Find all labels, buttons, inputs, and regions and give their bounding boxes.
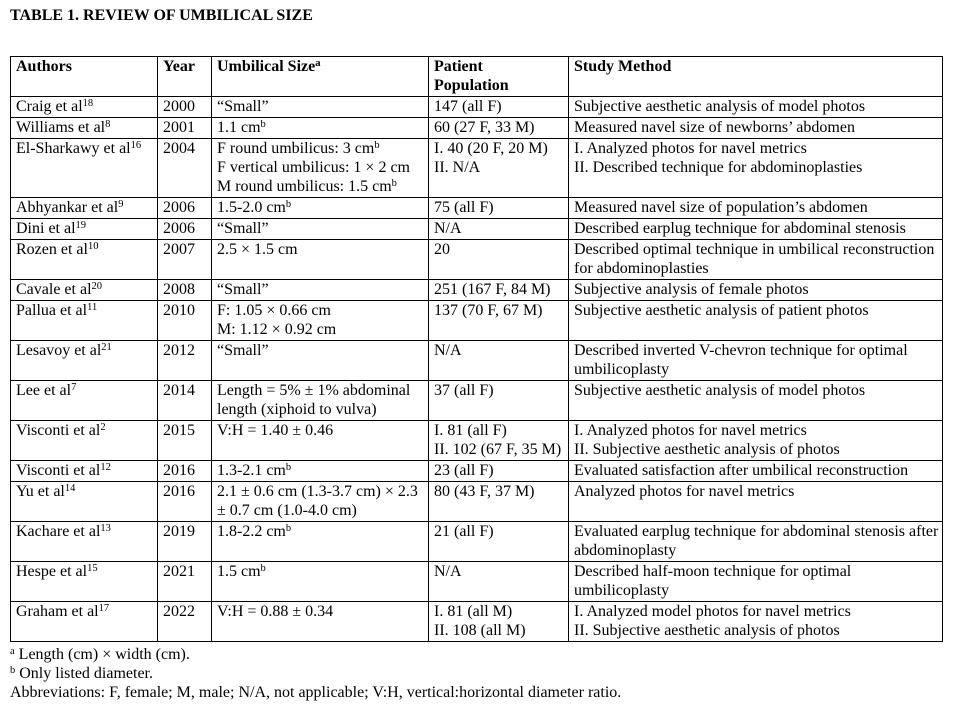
cell-population: I. 40 (20 F, 20 M) II. N/A — [429, 139, 569, 198]
cell-method: Measured navel size of newborns’ abdomen — [569, 118, 943, 139]
table-row — [11, 280, 943, 301]
cell-method: Subjective analysis of female photos — [569, 280, 943, 301]
superscript: b — [285, 199, 292, 210]
cell-size: 1.3-2.1 $cm^b$ — [212, 461, 429, 482]
superscript: 20 — [91, 281, 103, 292]
cell-year: 2016 — [158, 461, 212, 482]
superscript: b — [391, 178, 397, 189]
cell-year: 2014 — [158, 381, 212, 421]
superscript: 10 — [87, 241, 99, 252]
table-body — [11, 97, 943, 642]
table-row — [11, 461, 943, 482]
cell-method: Subjective aesthetic analysis of model photos — [569, 97, 943, 118]
superscript: b — [285, 462, 292, 473]
column-header-population: Patient Population — [429, 57, 569, 97]
cell-size: 1.8-2.2 $cm^b$ — [212, 522, 429, 562]
cell-method: Described optimal technique in umbilical reconstruction for abdominoplasties — [569, 240, 943, 280]
cell-authors: Hespe et $al^{15}$ — [11, 562, 158, 602]
footnote: $^a$ Length (cm) × width (cm). — [10, 646, 190, 663]
cell-size: V:H = 1.40 ± 0.46 — [212, 421, 429, 461]
cell-year: 2004 — [158, 139, 212, 198]
cell-method: I. Analyzed photos for navel metrics II. Subjective aesthetic analysis of photos — [569, 421, 943, 461]
superscript: 17 — [98, 603, 110, 614]
cell-population: 60 (27 F, 33 M) — [429, 118, 569, 139]
cell-authors: Craig et $al^{18}$ — [11, 97, 158, 118]
cell-authors: Cavale et $al^{20}$ — [11, 280, 158, 301]
cell-method: Evaluated satisfaction after umbilical reconstruction — [569, 461, 943, 482]
table-header-row — [11, 57, 943, 97]
table-row — [11, 240, 943, 280]
superscript: 11 — [87, 302, 98, 313]
table-row — [11, 118, 943, 139]
cell-population: 21 (all F) — [429, 522, 569, 562]
cell-authors: Abhyankar et $al^9$ — [11, 198, 158, 219]
cell-method: Analyzed photos for navel metrics — [569, 482, 943, 522]
column-header-method: Study Method — [569, 57, 943, 97]
table-row — [11, 139, 943, 198]
column-header-size: Umbilical Size$^a$ — [212, 57, 429, 97]
table-row — [11, 381, 943, 421]
cell-population: 137 (70 F, 67 M) — [429, 301, 569, 341]
table-row — [11, 301, 943, 341]
cell-method: Evaluated earplug technique for abdominal stenosis after abdominoplasty — [569, 522, 943, 562]
cell-method: Described inverted V-chevron technique for optimal umbilicoplasty — [569, 341, 943, 381]
superscript: 18 — [82, 98, 94, 109]
cell-population: N/A — [429, 562, 569, 602]
cell-year: 2021 — [158, 562, 212, 602]
superscript: 2 — [100, 422, 106, 433]
cell-authors: Pallua et $al^{11}$ — [11, 301, 158, 341]
cell-size: F round umbilicus: 3 $cm^b$ F vertical umbilicus: 1 × 2 cm M round umbilicus: 1.5 $cm^b$ — [212, 139, 429, 198]
cell-authors: Kachare et $al^{13}$ — [11, 522, 158, 562]
cell-authors: Lee et $al^7$ — [11, 381, 158, 421]
cell-authors: Graham et $al^{17}$ — [11, 602, 158, 642]
cell-year: 2006 — [158, 219, 212, 240]
footnotes — [10, 645, 943, 703]
cell-method: Described half-moon technique for optimal umbilicoplasty — [569, 562, 943, 602]
cell-year: 2016 — [158, 482, 212, 522]
cell-year: 2022 — [158, 602, 212, 642]
column-header-authors: Authors — [11, 57, 158, 97]
cell-year: 2000 — [158, 97, 212, 118]
superscript: 8 — [105, 119, 111, 130]
cell-size: “Small” — [212, 97, 429, 118]
table-header — [11, 57, 943, 97]
cell-size: 1.5-2.0 $cm^b$ — [212, 198, 429, 219]
table-row — [11, 482, 943, 522]
cell-year: 2010 — [158, 301, 212, 341]
column-header-year: Year — [158, 57, 212, 97]
cell-size: 1.1 $cm^b$ — [212, 118, 429, 139]
cell-size: V:H = 0.88 ± 0.34 — [212, 602, 429, 642]
table-row — [11, 219, 943, 240]
cell-authors: Yu et $al^{14}$ — [11, 482, 158, 522]
cell-population: 251 (167 F, 84 M) — [429, 280, 569, 301]
superscript: 21 — [101, 342, 112, 353]
cell-population: 37 (all F) — [429, 381, 569, 421]
cell-population: I. 81 (all M) II. 108 (all M) — [429, 602, 569, 642]
cell-authors: Rozen et $al^{10}$ — [11, 240, 158, 280]
cell-size: 1.5 $cm^b$ — [212, 562, 429, 602]
cell-population: 147 (all F) — [429, 97, 569, 118]
cell-size: Length = 5% ± 1% abdominal length (xiphoid to vulva) — [212, 381, 429, 421]
superscript: b — [260, 119, 266, 130]
superscript: 19 — [75, 220, 87, 231]
superscript: 7 — [71, 382, 77, 393]
cell-authors: Dini et $al^{19}$ — [11, 219, 158, 240]
table-row — [11, 97, 943, 118]
table-row — [11, 522, 943, 562]
superscript: 9 — [118, 199, 124, 210]
cell-authors: Lesavoy et $al^{21}$ — [11, 341, 158, 381]
cell-size: 2.1 ± 0.6 cm (1.3-3.7 cm) × 2.3 ± 0.7 cm (1.0-4.0 cm) — [212, 482, 429, 522]
cell-year: 2007 — [158, 240, 212, 280]
table-row — [11, 602, 943, 642]
superscript: 14 — [64, 483, 76, 494]
footnote: $^b$ Only listed diameter. — [10, 665, 153, 683]
cell-method: Described earplug technique for abdominal stenosis — [569, 219, 943, 240]
cell-population: I. 81 (all F) II. 102 (67 F, 35 M) — [429, 421, 569, 461]
table-row — [11, 341, 943, 381]
cell-population: N/A — [429, 219, 569, 240]
cell-size: “Small” — [212, 219, 429, 240]
cell-method: I. Analyzed model photos for navel metrics II. Subjective aesthetic analysis of photos — [569, 602, 943, 642]
superscript: b — [285, 523, 292, 534]
cell-authors: Visconti et $al^{12}$ — [11, 461, 158, 482]
table-row — [11, 198, 943, 219]
superscript: b — [374, 140, 380, 151]
superscript: 12 — [100, 462, 111, 473]
cell-population: 23 (all F) — [429, 461, 569, 482]
cell-year: 2008 — [158, 280, 212, 301]
cell-method: I. Analyzed photos for navel metrics II. Described technique for abdominoplasties — [569, 139, 943, 198]
superscript: a — [315, 58, 321, 69]
superscript: b — [260, 563, 266, 574]
superscript: a — [10, 646, 15, 657]
cell-method: Measured navel size of population’s abdomen — [569, 198, 943, 219]
cell-year: 2012 — [158, 341, 212, 381]
superscript: 16 — [130, 140, 142, 151]
cell-size: “Small” — [212, 341, 429, 381]
cell-population: 20 — [429, 240, 569, 280]
cell-year: 2001 — [158, 118, 212, 139]
cell-year: 2015 — [158, 421, 212, 461]
cell-size: “Small” — [212, 280, 429, 301]
cell-authors: Williams et $al^8$ — [11, 118, 158, 139]
cell-size: 2.5 × 1.5 cm — [212, 240, 429, 280]
cell-method: Subjective aesthetic analysis of patient photos — [569, 301, 943, 341]
cell-size: F: 1.05 × 0.66 cm M: 1.12 × 0.92 cm — [212, 301, 429, 341]
cell-population: N/A — [429, 341, 569, 381]
cell-authors: Visconti et $al^2$ — [11, 421, 158, 461]
cell-authors: El-Sharkawy et $al^{16}$ — [11, 139, 158, 198]
cell-population: 75 (all F) — [429, 198, 569, 219]
table-title: TABLE 1. REVIEW OF UMBILICAL SIZE — [10, 7, 313, 24]
table-row — [11, 421, 943, 461]
superscript: b — [10, 665, 16, 677]
umbilical-size-table — [10, 56, 943, 642]
superscript: 13 — [100, 523, 111, 534]
footnote: Abbreviations: F, female; M, male; N/A, not applicable; V:H, vertical:horizontal diameter ratio. — [10, 684, 622, 702]
cell-population: 80 (43 F, 37 M) — [429, 482, 569, 522]
table-row — [11, 562, 943, 602]
superscript: 15 — [87, 563, 98, 574]
cell-year: 2019 — [158, 522, 212, 562]
cell-method: Subjective aesthetic analysis of model photos — [569, 381, 943, 421]
cell-year: 2006 — [158, 198, 212, 219]
